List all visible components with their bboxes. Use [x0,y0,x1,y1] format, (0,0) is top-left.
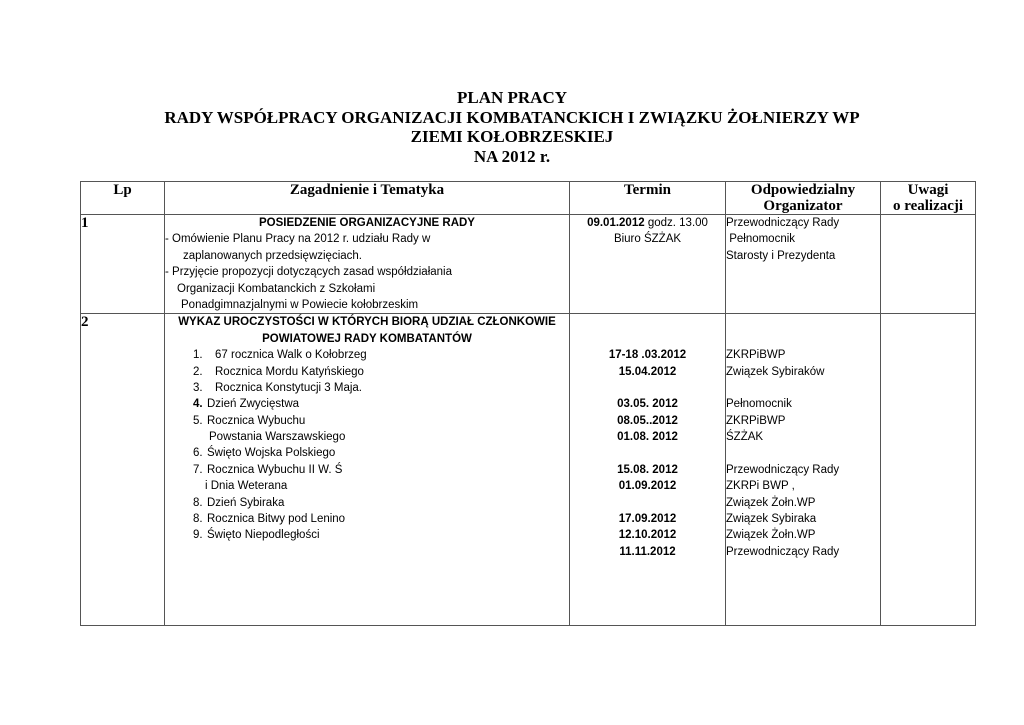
row2-organizer-cell: Pełnomocnik [726,398,792,411]
header-organizer-line-2: Organizator [763,198,843,214]
row2-organizer-cell: Związek Żołn.WP [726,496,816,509]
row1-date [570,215,726,314]
list-item-number: 4. [193,398,203,411]
list-item [165,527,569,543]
title-line-4: NA 2012 r. [473,146,551,166]
row1-bullet2-line1: - Przyjęcie propozycji dotyczących zasad współdziałania [165,266,452,279]
title-line-3: ZIEMI KOŁOBRZESKIEJ [410,127,614,146]
list-item-number: 8. [193,496,203,509]
title-line-2: RADY WSPÓŁPRACY ORGANIZACJI KOMBATANCKICH I ZWIĄZKU ŻOŁNIERZY WP [164,107,860,127]
header-lp: Lp [81,182,165,215]
row2-item-list [165,347,569,544]
row1-place: Biuro ŚZŻAK [613,233,682,246]
row2-date-cell: 01.08. 2012 [617,431,678,444]
list-item [165,495,569,511]
list-item-text: Powstania Warszawskiego [209,431,346,444]
row2-date-cell: 17.09.2012 [618,513,677,526]
list-item [165,511,569,527]
list-item-text: Rocznica Bitwy pod Lenino [207,513,346,526]
title-line-1: PLAN PRACY [456,88,568,107]
row2-organizer-cell [726,445,880,461]
row1-organizer [726,215,881,314]
row1-bullet2-line2: Organizacji Kombatanckich z Szkołami [177,282,376,295]
row2-date-cell: 12.10.2012 [618,529,677,542]
table-row [81,215,976,314]
header-organizer [726,182,881,215]
row2-organizer-cell: Związek Sybiraka [726,513,817,526]
row1-org-1: Przewodniczący Rady [726,217,840,229]
row2-organizer-cell: Związek Żołn.WP [726,529,816,542]
row2-organizers [726,314,881,626]
row1-lp: 1 [81,215,165,314]
row2-notes [881,314,976,626]
row1-heading: POSIEDZENIE ORGANIZACYJNE RADY [259,217,475,229]
row2-date-cell [570,495,725,511]
list-item [165,364,569,380]
list-item-text: Rocznica Mordu Katyńskiego [215,365,364,378]
list-item-text: Święto Niepodległości [207,529,320,542]
row2-date-cell: 08.05..2012 [617,414,678,427]
list-item [165,478,569,494]
list-item-number: 5. [193,414,203,427]
list-item-text: Rocznica Wybuchu [207,414,306,427]
table-row [81,314,976,626]
row2-organizer-cell: ZKRPiBWP [726,349,786,362]
table-header-row [81,182,976,215]
list-item-number: 1. [193,349,203,362]
row1-bullet2-line3: Ponadgimnazjalnymi w Powiecie kołobrzeskim [181,298,419,311]
list-item-text: Dzień Sybiraka [207,496,285,509]
row1-bullet1-line2: zaplanowanych przedsięwzięciach. [183,249,362,262]
row1-date-time: godz. 13.00 [644,217,708,229]
row1-date-bold: 09.01.2012 [587,217,645,229]
row2-organizer-cell [726,380,880,396]
list-item-text: Dzień Zwycięstwa [207,398,300,411]
row2-date-cell: 17-18 .03.2012 [608,349,687,362]
row2-date-cell: 15.08. 2012 [617,463,678,476]
list-item-text: Rocznica Wybuchu II W. Ś [207,463,343,476]
row2-heading-line1: WYKAZ UROCZYSTOŚCI W KTÓRYCH BIORĄ UDZIAŁ CZŁONKOWIE [178,316,556,329]
row2-organizer-cell: ZKRPi BWP , [726,480,795,493]
row1-date-line [570,215,725,231]
header-notes-line-2: o realizacji [892,198,964,214]
header-notes-line-1: Uwagi [907,182,949,198]
row2-organizer-cell: Przewodniczący Rady [726,463,840,476]
row2-date-cell: 01.09.2012 [618,480,677,493]
list-item-number: 8. [193,513,203,526]
list-item [165,413,569,429]
list-item [165,380,569,396]
list-item-number: 6. [193,447,203,460]
row2-date-cell [570,380,725,396]
header-date: Termin [570,182,726,215]
row1-topic [165,215,570,314]
row1-notes [881,215,976,314]
list-item-number: 7. [193,463,203,476]
list-item-number: 3. [193,381,203,394]
row2-organizer-cell: Przewodniczący Rady [726,545,840,558]
row2-organizer-cell: ŚZŻAK [726,431,764,444]
row1-bullet1-line1: - Omówienie Planu Pracy na 2012 r. udziału Rady w [165,233,431,246]
list-item [165,347,569,363]
list-item-number: 2. [193,365,203,378]
list-item [165,429,569,445]
list-item-number: 9. [193,529,203,542]
row2-date-cell: 15.04.2012 [618,365,677,378]
row2-topic [165,314,570,626]
row2-date-cell [570,445,725,461]
list-item-text: 67 rocznica Walk o Kołobrzeg [215,349,367,362]
row2-date-cell: 03.05. 2012 [617,398,678,411]
document-title [0,88,1024,166]
row2-date-cell: 11.11.2012 [619,545,676,558]
header-topic: Zagadnienie i Tematyka [165,182,570,215]
list-item-text: i Dnia Weterana [205,480,288,493]
list-item [165,396,569,412]
header-organizer-line-1: Odpowiedzialny [750,182,856,198]
list-item-text: Święto Wojska Polskiego [207,447,336,460]
row2-organizer-cell: Związek Sybiraków [726,365,825,378]
list-item [165,462,569,478]
row1-org-2: Pełnomocnik [726,233,796,246]
plan-table [80,181,976,626]
list-item [165,445,569,461]
row2-heading-line2: POWIATOWEJ RADY KOMBATANTÓW [262,332,472,345]
row1-org-3: Starosty i Prezydenta [726,249,836,262]
row2-lp: 2 [81,314,165,626]
row2-dates [570,314,726,626]
header-notes [881,182,976,215]
list-item-text: Rocznica Konstytucji 3 Maja. [215,381,363,394]
row2-organizer-cell: ZKRPiBWP [726,414,786,427]
